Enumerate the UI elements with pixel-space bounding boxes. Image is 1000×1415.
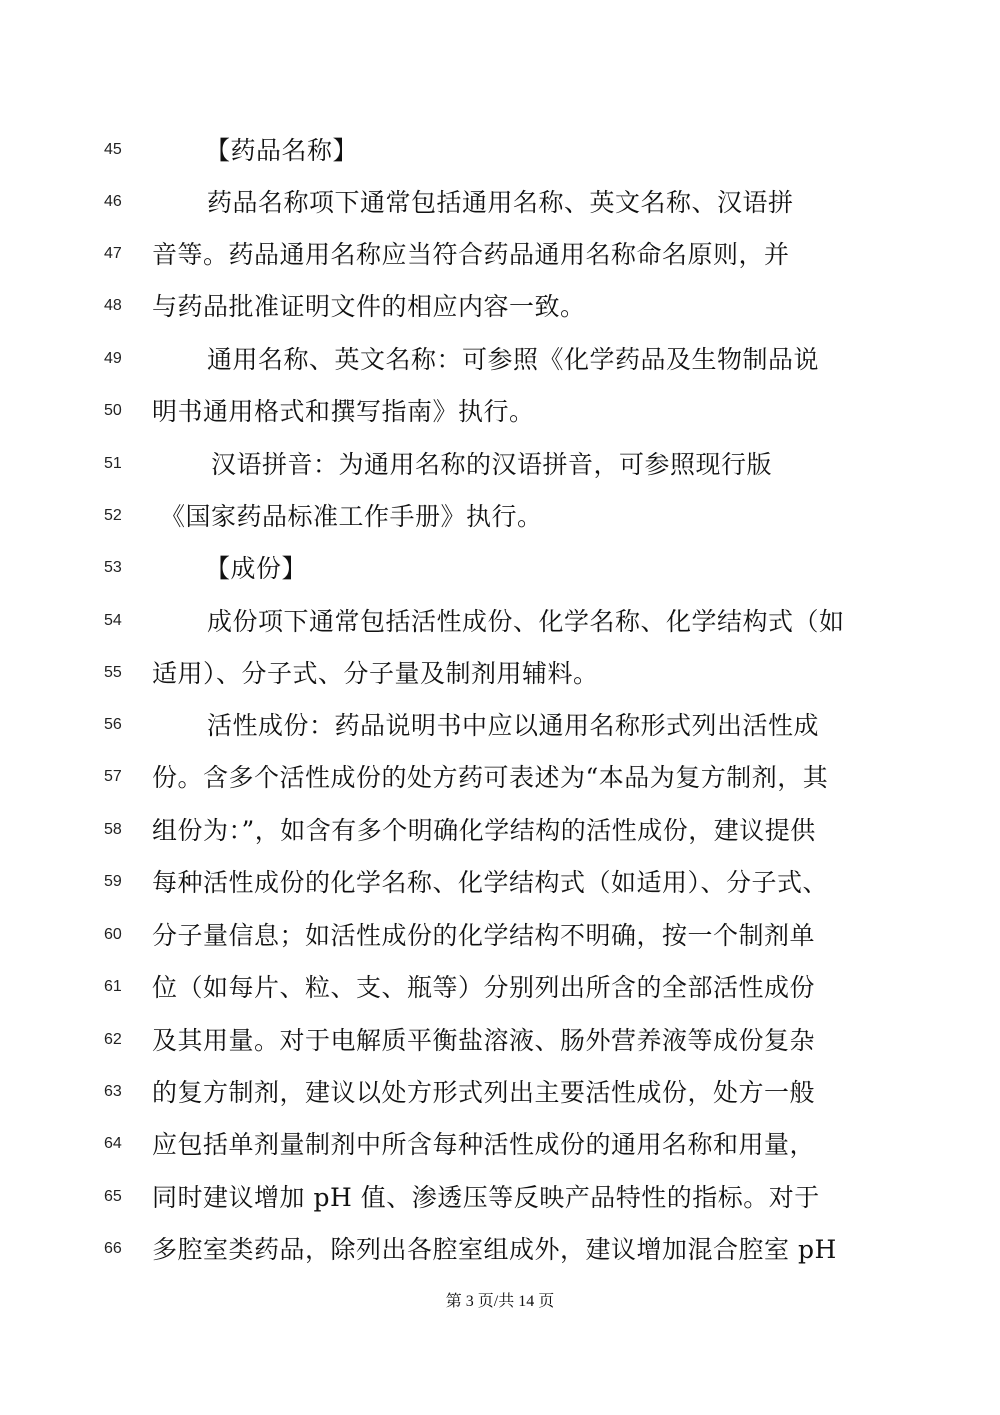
text-line [0, 549, 1000, 589]
paragraph-text: 份。含多个活性成份的处方药可表述为“本品为复方制剂，其 [152, 763, 829, 792]
text-line [0, 131, 1000, 171]
paragraph-text: 音等。药品通用名称应当符合药品通用名称命名原则，并 [152, 240, 790, 269]
paragraph-text: 组份为：”，如含有多个明确化学结构的活性成份，建议提供 [152, 816, 816, 845]
line-number: 66 [104, 1240, 122, 1257]
paragraph-text: 位（如每片、粒、支、瓶等）分别列出所含的全部活性成份 [152, 973, 816, 1002]
text-line [0, 811, 1000, 851]
line-number: 45 [104, 141, 122, 158]
paragraph-text: 《国家药品标准工作手册》执行。 [160, 502, 543, 531]
section-heading: 【药品名称】 [205, 136, 359, 165]
paragraph-text: 适用）、分子式、分子量及制剂用辅料。 [152, 659, 599, 688]
line-number: 62 [104, 1031, 122, 1048]
line-number: 60 [104, 926, 122, 943]
paragraph-text: 与药品批准证明文件的相应内容一致。 [152, 292, 586, 321]
text-line [0, 863, 1000, 903]
paragraph-text: 及其用量。对于电解质平衡盐溶液、肠外营养液等成份复杂 [152, 1026, 816, 1055]
line-number: 52 [104, 507, 122, 524]
text-line [0, 235, 1000, 275]
paragraph-text: 明书通用格式和撰写指南》执行。 [152, 397, 535, 426]
line-number: 47 [104, 245, 122, 262]
line-number: 50 [104, 402, 122, 419]
text-line [0, 497, 1000, 537]
paragraph-text: 的复方制剂，建议以处方形式列出主要活性成份，处方一般 [152, 1078, 816, 1107]
text-line [0, 1021, 1000, 1061]
text-line [0, 445, 1000, 485]
paragraph-text: 成份项下通常包括活性成份、化学名称、化学结构式（如 [207, 607, 845, 636]
text-line [0, 968, 1000, 1008]
line-number: 55 [104, 664, 122, 681]
text-line [0, 392, 1000, 432]
line-number: 54 [104, 612, 122, 629]
line-number: 51 [104, 455, 122, 472]
line-number: 48 [104, 297, 122, 314]
line-number: 59 [104, 873, 122, 890]
line-number: 57 [104, 768, 122, 785]
section-heading: 【成份】 [205, 554, 308, 583]
line-number: 53 [104, 559, 122, 576]
text-line [0, 706, 1000, 746]
paragraph-text: 汉语拼音：为通用名称的汉语拼音，可参照现行版 [211, 450, 773, 479]
text-line [0, 1073, 1000, 1113]
page-footer: 第 3 页/共 14 页 [445, 1293, 555, 1310]
line-number: 58 [104, 821, 122, 838]
line-number: 63 [104, 1083, 122, 1100]
paragraph-text: 药品名称项下通常包括通用名称、英文名称、汉语拼 [207, 188, 794, 217]
text-line [0, 340, 1000, 380]
paragraph-text: 通用名称、英文名称：可参照《化学药品及生物制品说 [207, 345, 820, 374]
text-line [0, 758, 1000, 798]
line-number: 56 [104, 716, 122, 733]
paragraph-text: 每种活性成份的化学名称、化学结构式（如适用）、分子式、 [152, 868, 829, 897]
text-line [0, 183, 1000, 223]
text-line [0, 1125, 1000, 1165]
line-number: 49 [104, 350, 122, 367]
text-line [0, 654, 1000, 694]
text-line [0, 287, 1000, 327]
paragraph-text: 多腔室类药品，除列出各腔室组成外，建议增加混合腔室 pH [152, 1235, 837, 1264]
text-line [0, 602, 1000, 642]
line-number: 64 [104, 1135, 122, 1152]
line-number: 65 [104, 1188, 122, 1205]
line-number: 46 [104, 193, 122, 210]
paragraph-text: 活性成份：药品说明书中应以通用名称形式列出活性成 [207, 711, 820, 740]
paragraph-text: 分子量信息；如活性成份的化学结构不明确，按一个制剂单 [152, 921, 816, 950]
line-number: 61 [104, 978, 122, 995]
paragraph-text: 同时建议增加 pH 值、渗透压等反映产品特性的指标。对于 [152, 1183, 820, 1212]
text-line [0, 1230, 1000, 1270]
text-line [0, 916, 1000, 956]
paragraph-text: 应包括单剂量制剂中所含每种活性成份的通用名称和用量， [152, 1130, 816, 1159]
text-line [0, 1178, 1000, 1218]
